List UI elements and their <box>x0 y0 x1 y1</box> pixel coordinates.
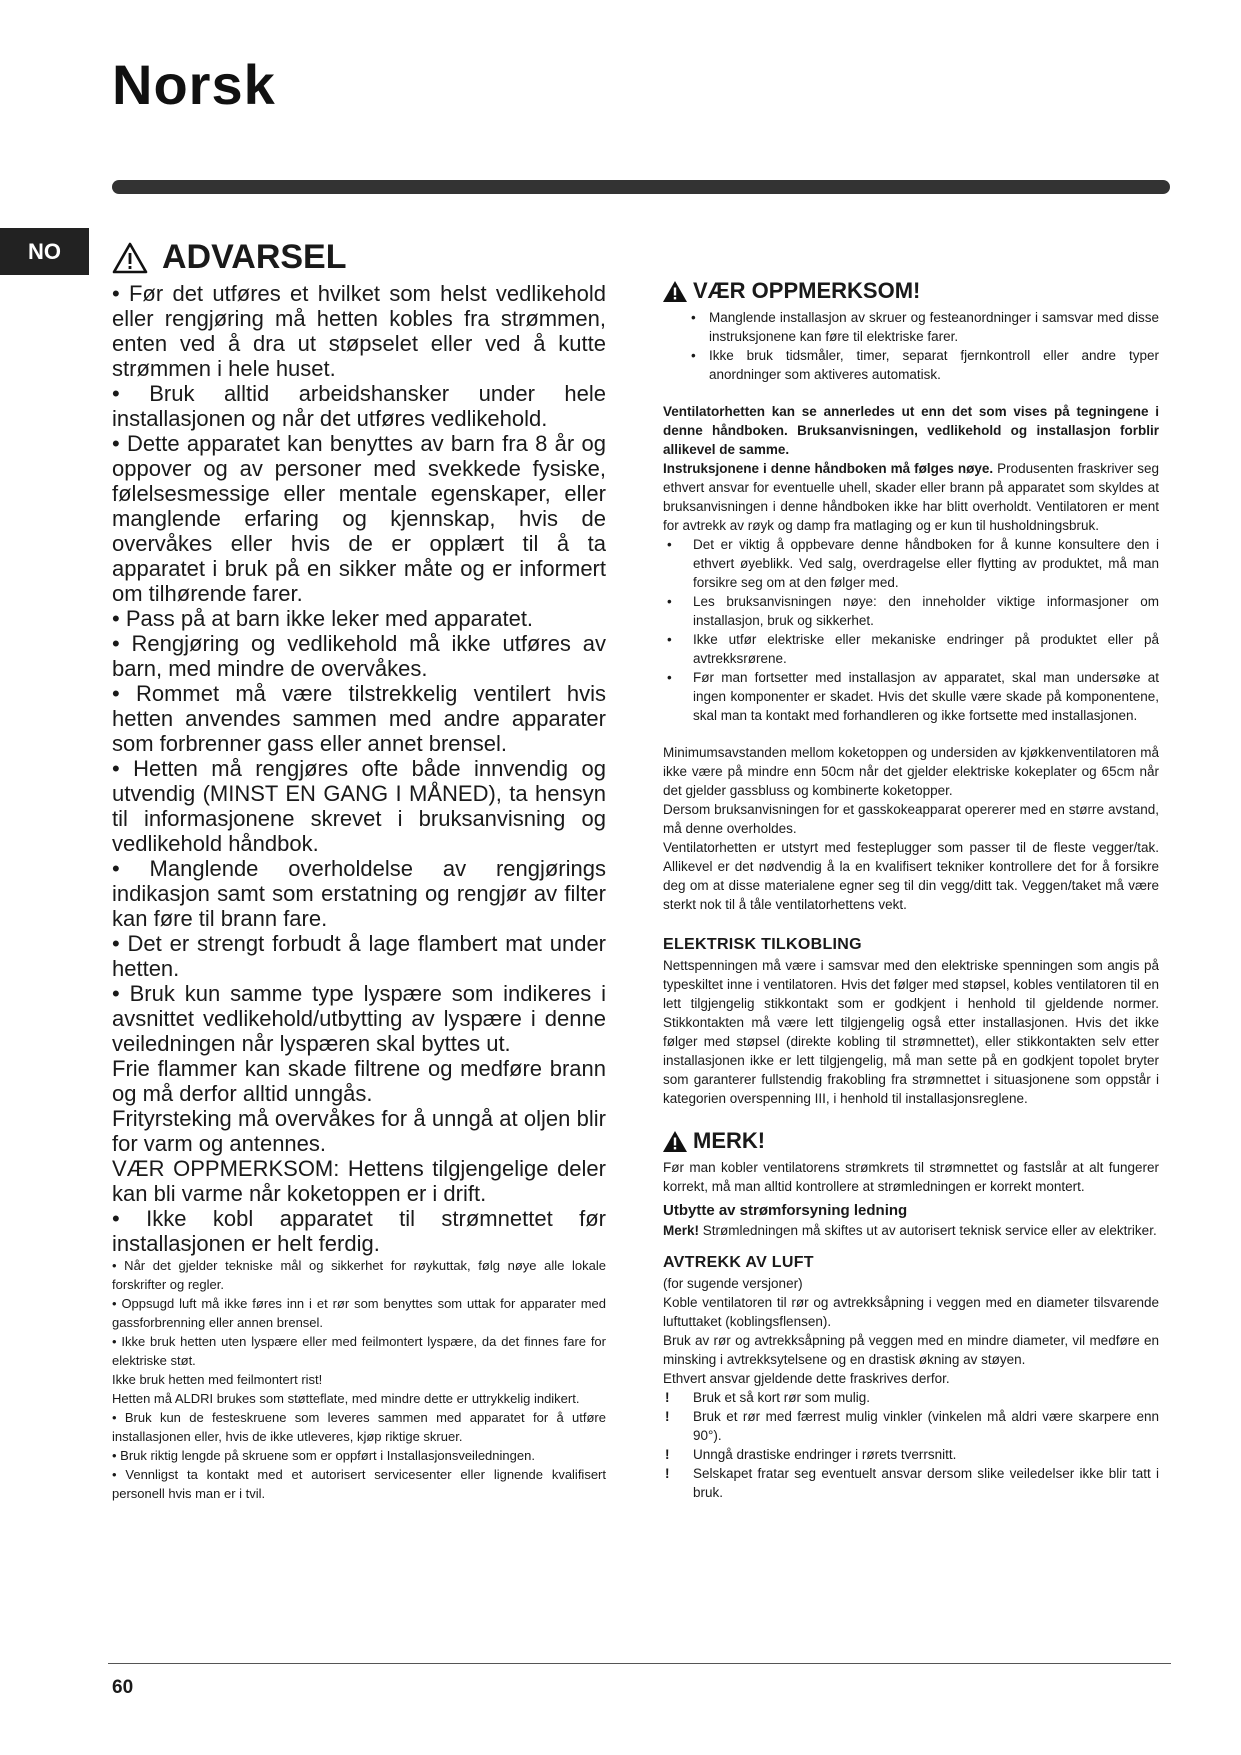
warning-paragraph: Frie flammer kan skade filtrene og medføre brann og må derfor alltid unngås. <box>112 1056 606 1106</box>
electrical-paragraph: Nettspenningen må være i samsvar med den elektriske spenningen som angis på typeskiltet inne i ventilatoren. Hvis det følger med støpsel, kobles ventilatoren til en lett tilgjengelig stikkontakt som er godkjent i henhold til gjeldende normer. Stikkontakten må være lett tilgjengelig også etter installasjonen. Hvis det ikke følger med støpsel (direkte kobling til strømnettet), eller stikkontakten selv etter installasjonen ikke er lett tilgjengelig, må man sette på en godkjent topolet bryter som garanterer fullstendig frakobling fra strømnettet i situasjonene som oppstår i kategorien overspenning III, i henhold til installasjonsreglene. <box>663 958 1159 1106</box>
left-column <box>112 238 606 1503</box>
small-paragraph: Hetten må ALDRI brukes som støtteflate, med mindre dette er uttrykkelig indikert. <box>112 1391 580 1406</box>
header-rule <box>112 180 1170 194</box>
language-tab: NO <box>0 228 89 275</box>
warning-paragraph: • Dette apparatet kan benyttes av barn fra 8 år og oppover og av personer med svekkede fysiske, følelsesmessige eller mentale egenskaper, eller manglende erfaring og kjennskap, hvis de overvåkes eller hvis de er opplært til å ta apparatet i bruk på en sikker måte og er informert om tilhørende farer. <box>112 431 606 606</box>
warning-paragraph: VÆR OPPMERKSOM: Hettens tilgjengelige deler kan bli varme når koketoppen er i drift. <box>112 1156 606 1206</box>
warning-icon <box>663 281 687 302</box>
small-paragraph: Ikke bruk hetten med feilmontert rist! <box>112 1372 323 1387</box>
air-paragraph: (for sugende versjoner) <box>663 1276 803 1291</box>
warning-paragraph: • Det er strengt forbudt å lage flambert mat under hetten. <box>112 931 606 981</box>
list-item: ! Bruk et så kort rør som mulig. <box>663 1388 1159 1407</box>
warning-icon <box>663 1131 687 1152</box>
small-paragraph: • Ikke bruk hetten uten lyspære eller med feilmontert lyspære, da det finnes fare for elektriske støt. <box>112 1334 606 1368</box>
warning-paragraph: • Ikke kobl apparatet til strømnettet før installasjonen er helt ferdig. <box>112 1206 606 1256</box>
supply-text: Strømledningen må skiftes ut av autorisert teknisk service eller av elektriker. <box>699 1223 1157 1238</box>
page-number: 60 <box>112 1677 134 1698</box>
warning-paragraph: • Pass på at barn ikke leker med apparatet. <box>112 606 534 631</box>
supply-paragraph <box>663 1221 1159 1240</box>
list-item: • Ikke bruk tidsmåler, timer, separat fjernkontroll eller andre typer anordninger som aktiveres automatisk. <box>663 346 1159 384</box>
merk-paragraph: Før man kobler ventilatorens strømkrets til strømnettet og fastslår at alt fungerer korrekt, må man alltid kontrollere at strømledningen er korrekt montert. <box>663 1160 1159 1194</box>
page-title: Norsk <box>112 53 276 116</box>
intro-paragraph <box>663 459 1159 535</box>
warning-paragraph: • Bruk kun samme type lyspære som indikeres i avsnittet vedlikehold/utbytting av lyspære i denne veiledningen når lyspæren skal byttes ut. <box>112 981 606 1056</box>
list-item: ! Bruk et rør med færrest mulig vinkler (vinkelen må aldri være skarpere enn 90°). <box>663 1407 1159 1445</box>
attention-list <box>663 308 1159 384</box>
air-paragraph: Ethvert ansvar gjeldende dette fraskrives derfor. <box>663 1371 950 1386</box>
list-item: • Før man fortsetter med installasjon av apparatet, skal man undersøke at ingen komponenter er skadet. Hvis det skulle være skade på komponentene, skal man ta kontakt med forhandleren og ikke fortsette med installasjonen. <box>663 668 1159 725</box>
intro-bold: Ventilatorhetten kan se annerledes ut enn det som vises på tegningene i denne håndboken. Bruksanvisningen, vedlikehold og installasjon forblir allikevel de samme. <box>663 404 1159 457</box>
supply-heading: Utbytte av strømforsyning ledning <box>663 1202 908 1219</box>
attention-title: VÆR OPPMERKSOM! <box>693 278 921 303</box>
air-paragraph: Bruk av rør og avtrekksåpning på veggen med en mindre diameter, vil medføre en minsking i avtrekksytelsene og en drastisk økning av støyen. <box>663 1333 1159 1367</box>
list-item: ! Unngå drastiske endringer i rørets tverrsnitt. <box>663 1445 1159 1464</box>
distance-paragraph: Minimumsavstanden mellom koketoppen og undersiden av kjøkkenventilatoren må ikke være på mindre enn 50cm når det gjelder elektriske kokeplater og 65cm når det gjelder gassbluss og kombinerte koketopper. <box>663 745 1159 798</box>
attention-heading <box>663 278 1159 304</box>
merk-heading <box>663 1128 1159 1154</box>
footer-rule <box>108 1663 1171 1664</box>
intro-text: Produsenten fraskriver seg ethvert ansvar for eventuelle uhell, skader eller brann på apparatet som skyldes at bruksanvisningen i denne håndboken ikke har blitt overholdt. Ventilatoren er ment for avtrekk av røyk og damp fra matlaging og er kun til husholdningsbruk. <box>663 461 1159 533</box>
warning-paragraph: • Hetten må rengjøres ofte både innvendig og utvendig (MINST EN GANG I MÅNED), ta hensyn til informasjonene skrevet i bruksanvisning og vedlikehold håndbok. <box>112 756 606 856</box>
distance-paragraph: Dersom bruksanvisningen for et gasskokeapparat opererer med en større avstand, må denne overholdes. <box>663 802 1159 836</box>
list-item: • Ikke utfør elektriske eller mekaniske endringer på produktet eller på avtrekksrørene. <box>663 630 1159 668</box>
supply-bold: Merk! <box>663 1223 700 1238</box>
air-list <box>663 1388 1159 1502</box>
small-paragraph: • Oppsugd luft må ikke føres inn i et rør som benyttes som uttak for apparater med gassforbrenning eller annen brensel. <box>112 1296 606 1330</box>
small-paragraph: • Vennligst ta kontakt med et autorisert servicesenter eller lignende kvalifisert personell hvis man er i tvil. <box>112 1467 606 1501</box>
warning-outline-icon <box>112 242 148 274</box>
air-heading: AVTREKK AV LUFT <box>663 1254 814 1271</box>
small-paragraph: • Bruk kun de festeskruene som leveres sammen med apparatet for å utføre installasjonen eller, hvis de ikke utleveres, kjøp riktige skruer. <box>112 1410 606 1444</box>
merk-title: MERK! <box>693 1128 766 1153</box>
intro-bold-lead: Instruksjonene i denne håndboken må følges nøye. <box>663 461 994 476</box>
advarsel-heading <box>112 238 606 277</box>
warning-paragraph: • Rommet må være tilstrekkelig ventilert hvis hetten anvendes sammen med andre apparater som forbrenner gass eller annet brensel. <box>112 681 606 756</box>
list-item: • Det er viktig å oppbevare denne håndboken for å kunne konsultere den i ethvert øyeblikk. Ved salg, overdragelse eller flytting av produktet, må man forsikre seg om at den følger med. <box>663 535 1159 592</box>
list-item: • Manglende installasjon av skruer og festeanordninger i samsvar med disse instruksjonene kan føre til elektriske farer. <box>663 308 1159 346</box>
small-paragraph: • Når det gjelder tekniske mål og sikkerhet for røykuttak, følg nøye alle lokale forskrifter og regler. <box>112 1258 606 1292</box>
distance-paragraph: Ventilatorhetten er utstyrt med festeplugger som passer til de fleste vegger/tak. Allikevel er det nødvendig å la en kvalifisert tekniker kontrollere det for å forsikre deg om at disse materialene egner seg til din vegg/ditt tak. Veggen/taket må være sterkt nok til å tåle ventilatorhettens vekt. <box>663 840 1159 912</box>
small-paragraph: • Bruk riktig lengde på skruene som er oppført i Installasjonsveiledningen. <box>112 1448 535 1463</box>
air-paragraph: Koble ventilatoren til rør og avtrekksåpning i veggen med en diameter tilsvarende luftuttaket (koblingsflensen). <box>663 1295 1159 1329</box>
warning-paragraph: Frityrsteking må overvåkes for å unngå at oljen blir for varm og antennes. <box>112 1106 606 1156</box>
warning-paragraph: • Før det utføres et hvilket som helst vedlikehold eller rengjøring må hetten kobles fra strømmen, enten ved å dra ut støpselet eller ved å kutte strømmen i hele huset. <box>112 281 606 381</box>
warning-paragraph: • Bruk alltid arbeidshansker under hele installasjonen og når det utføres vedlikehold. <box>112 381 606 431</box>
electrical-heading: ELEKTRISK TILKOBLING <box>663 936 862 953</box>
intro-list <box>663 535 1159 725</box>
list-item: ! Selskapet fratar seg eventuelt ansvar dersom slike veiledelser ikke blir tatt i bruk. <box>663 1464 1159 1502</box>
warning-paragraph: • Rengjøring og vedlikehold må ikke utføres av barn, med mindre de overvåkes. <box>112 631 606 681</box>
advarsel-title: ADVARSEL <box>162 238 347 276</box>
list-item: • Les bruksanvisningen nøye: den inneholder viktige informasjoner om installasjon, bruk og sikkerhet. <box>663 592 1159 630</box>
right-column <box>663 278 1159 1502</box>
warning-paragraph: • Manglende overholdelse av rengjørings indikasjon samt som erstatning og rengjør av filter kan føre til brann fare. <box>112 856 606 931</box>
